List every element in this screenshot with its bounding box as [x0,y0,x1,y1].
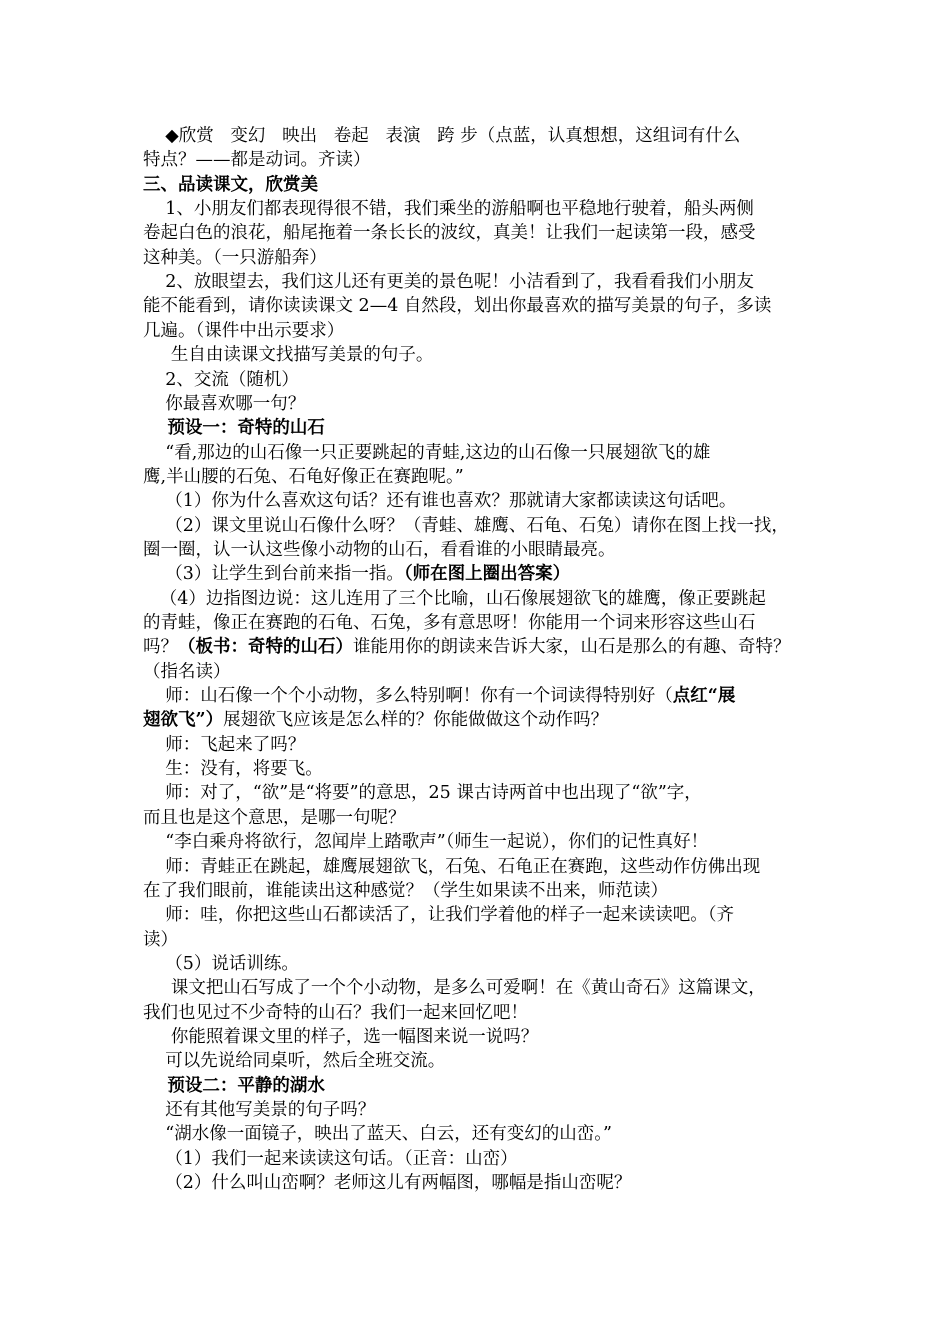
text-line-content: 师：对了，“欲”是“将要”的意思，25 课古诗两首中也出现了“欲”字， [143,783,702,804]
text-line-content: 卷起白色的浪花，船尾拖着一条长长的波纹，真美！让我们一起读第一段，感受 [143,223,756,244]
text-line [143,392,823,416]
text-line-content: （3）让学生到台前来指一指。 [143,564,404,585]
emphasis-text: 翅欲飞”） [143,710,224,731]
text-line [143,197,823,221]
text-line [143,441,823,465]
text-line-content: ◆欣赏 变幻 映出 卷起 表演 跨 步（点蓝，认真想想，这组词有什么 [143,126,741,146]
text-line [143,830,823,854]
text-line [143,465,823,489]
text-line [143,368,823,392]
text-line [143,343,823,367]
text-line [143,514,823,538]
emphasis-text: （师在图上圈出答案） [403,564,571,585]
text-line [143,1098,823,1122]
text-line [143,270,823,294]
text-line [143,1147,823,1171]
text-line [143,1025,823,1049]
text-line [143,733,823,757]
text-line [143,976,823,1000]
text-line-content: （5）说话训练。 [143,953,299,974]
text-line-content: 1、小朋友们都表现得很不错，我们乘坐的游船啊也平稳地行驶着，船头两侧 [143,199,754,220]
text-line-content: “湖水像一面镜子，映出了蓝天、白云，还有变幻的山峦。” [143,1124,612,1145]
text-line-content: 在了我们眼前，谁能读出这种感觉？（学生如果读不出来，师范读） [143,880,668,901]
text-line-content: （4）边指图边说：这儿连用了三个比喻，山石像展翅欲飞的雄鹰，像正要跳起 [143,588,766,609]
text-line-content: （1）我们一起来读读这句话。（正音：山峦） [143,1148,518,1169]
text-line [143,879,823,903]
emphasis-text: 点红“展 [672,686,736,707]
text-line [143,489,823,513]
text-line-content: （2）课文里说山石像什么呀？（青蛙、雄鹰、石龟、石兔）请你在图上找一找， [143,515,789,536]
text-line-content: 师：哇，你把这些山石都读活了，让我们学着他的样子一起来读读吧。（齐 [143,905,734,926]
text-line [143,952,823,976]
text-line-content: （1）你为什么喜欢这句话？还有谁也喜欢？那就请大家都读读这句话吧。 [143,491,737,512]
text-line [143,928,823,952]
text-line [143,173,823,197]
text-line-content: （2）什么叫山峦啊？老师这儿有两幅图，哪幅是指山峦呢？ [143,1173,632,1194]
text-line [143,1074,823,1098]
text-line-content: 课文把山石写成了一个个小动物，是多么可爱啊！在《黄山奇石》这篇课文， [143,978,766,999]
text-line-content: “李白乘舟将欲行，忽闻岸上踏歌声”（师生一起说），你们的记性真好！ [143,832,709,853]
text-line-content: （指名读） [143,661,231,682]
text-line [143,1171,823,1195]
text-line [143,124,823,148]
text-line [143,781,823,805]
text-line [143,806,823,830]
text-line-content: 读） [143,929,178,950]
text-line [143,903,823,927]
text-line [143,246,823,270]
text-line-content: 你能照着课文里的样子，选一幅图来说一说吗？ [143,1026,539,1047]
text-line [143,684,823,708]
text-line [143,294,823,318]
text-line-content: 生：没有，将要飞。 [143,759,323,780]
text-line-content: 这种美。（一只游船奔） [143,247,327,268]
text-line-content: 2、放眼望去，我们这儿还有更美的景色呢！小洁看到了，我看看我们小朋友 [143,272,754,293]
text-line-content: 能不能看到，请你读读课文 2—4 自然段，划出你最喜欢的描写美景的句子，多读 [143,296,772,317]
text-line-content: 鹰,半山腰的石兔、石龟好像正在赛跑呢。” [143,466,464,487]
text-line [143,611,823,635]
text-line-content: 可以先说给同桌听，然后全班交流。 [143,1051,446,1072]
text-line [143,562,823,586]
text-line-content: 师：山石像一个个小动物，多么特别啊！你有一个词读得特别好（ [143,686,673,707]
text-line [143,587,823,611]
text-line-content: 生自由读课文找描写美景的句子。 [143,345,434,366]
text-line-tail: 展翅欲飞应该是怎么样的？你能做做这个动作吗？ [223,710,609,731]
text-line-content: 三、品读课文，欣赏美 [143,174,318,195]
text-line-content: 你最喜欢哪一句？ [143,393,306,414]
text-line [143,1001,823,1025]
emphasis-text: （板书：奇特的山石） [178,637,353,658]
text-line-content: 特点？——都是动词。齐读） [143,150,371,171]
text-line-content: 的青蛙，像正在赛跑的石龟、石兔，多有意思呀！你能用一个词来形容这些山石 [143,613,756,633]
text-line-tail: 谁能用你的朗读来告诉大家，山石是那么的有趣、奇特？ [353,637,791,658]
text-line-content: 师：飞起来了吗？ [143,734,306,755]
text-line-content: “看,那边的山石像一只正要跳起的青蛙,这边的山石像一只展翅欲飞的雄 [143,442,711,463]
text-line-content: 几遍。（课件中出示要求） [143,320,345,341]
text-line-content: 2、交流（随机） [143,369,299,390]
text-line [143,635,823,659]
text-line [143,416,823,440]
text-line [143,1049,823,1073]
text-line [143,757,823,781]
text-line [143,538,823,562]
text-line [143,1122,823,1146]
text-line-content: 预设一：奇特的山石 [143,418,325,439]
text-line [143,148,823,172]
text-line [143,660,823,684]
text-line [143,708,823,732]
text-line-content: 我们也见过不少奇特的山石？我们一起来回忆吧！ [143,1002,528,1023]
text-line-content: 师：青蛙正在跳起，雄鹰展翅欲飞，石兔、石龟正在赛跑，这些动作仿佛出现 [143,856,761,877]
text-line [143,319,823,343]
text-line [143,855,823,879]
text-line [143,221,823,245]
text-line-content: 圈一圈，认一认这些像小动物的山石，看看谁的小眼睛最亮。 [143,539,616,560]
text-line-content: 而且也是这个意思，是哪一句呢？ [143,807,406,828]
text-line-content: 还有其他写美景的句子吗？ [143,1100,376,1120]
text-line-content: 吗？ [143,637,178,658]
text-line-content: 预设二：平静的湖水 [143,1075,325,1096]
